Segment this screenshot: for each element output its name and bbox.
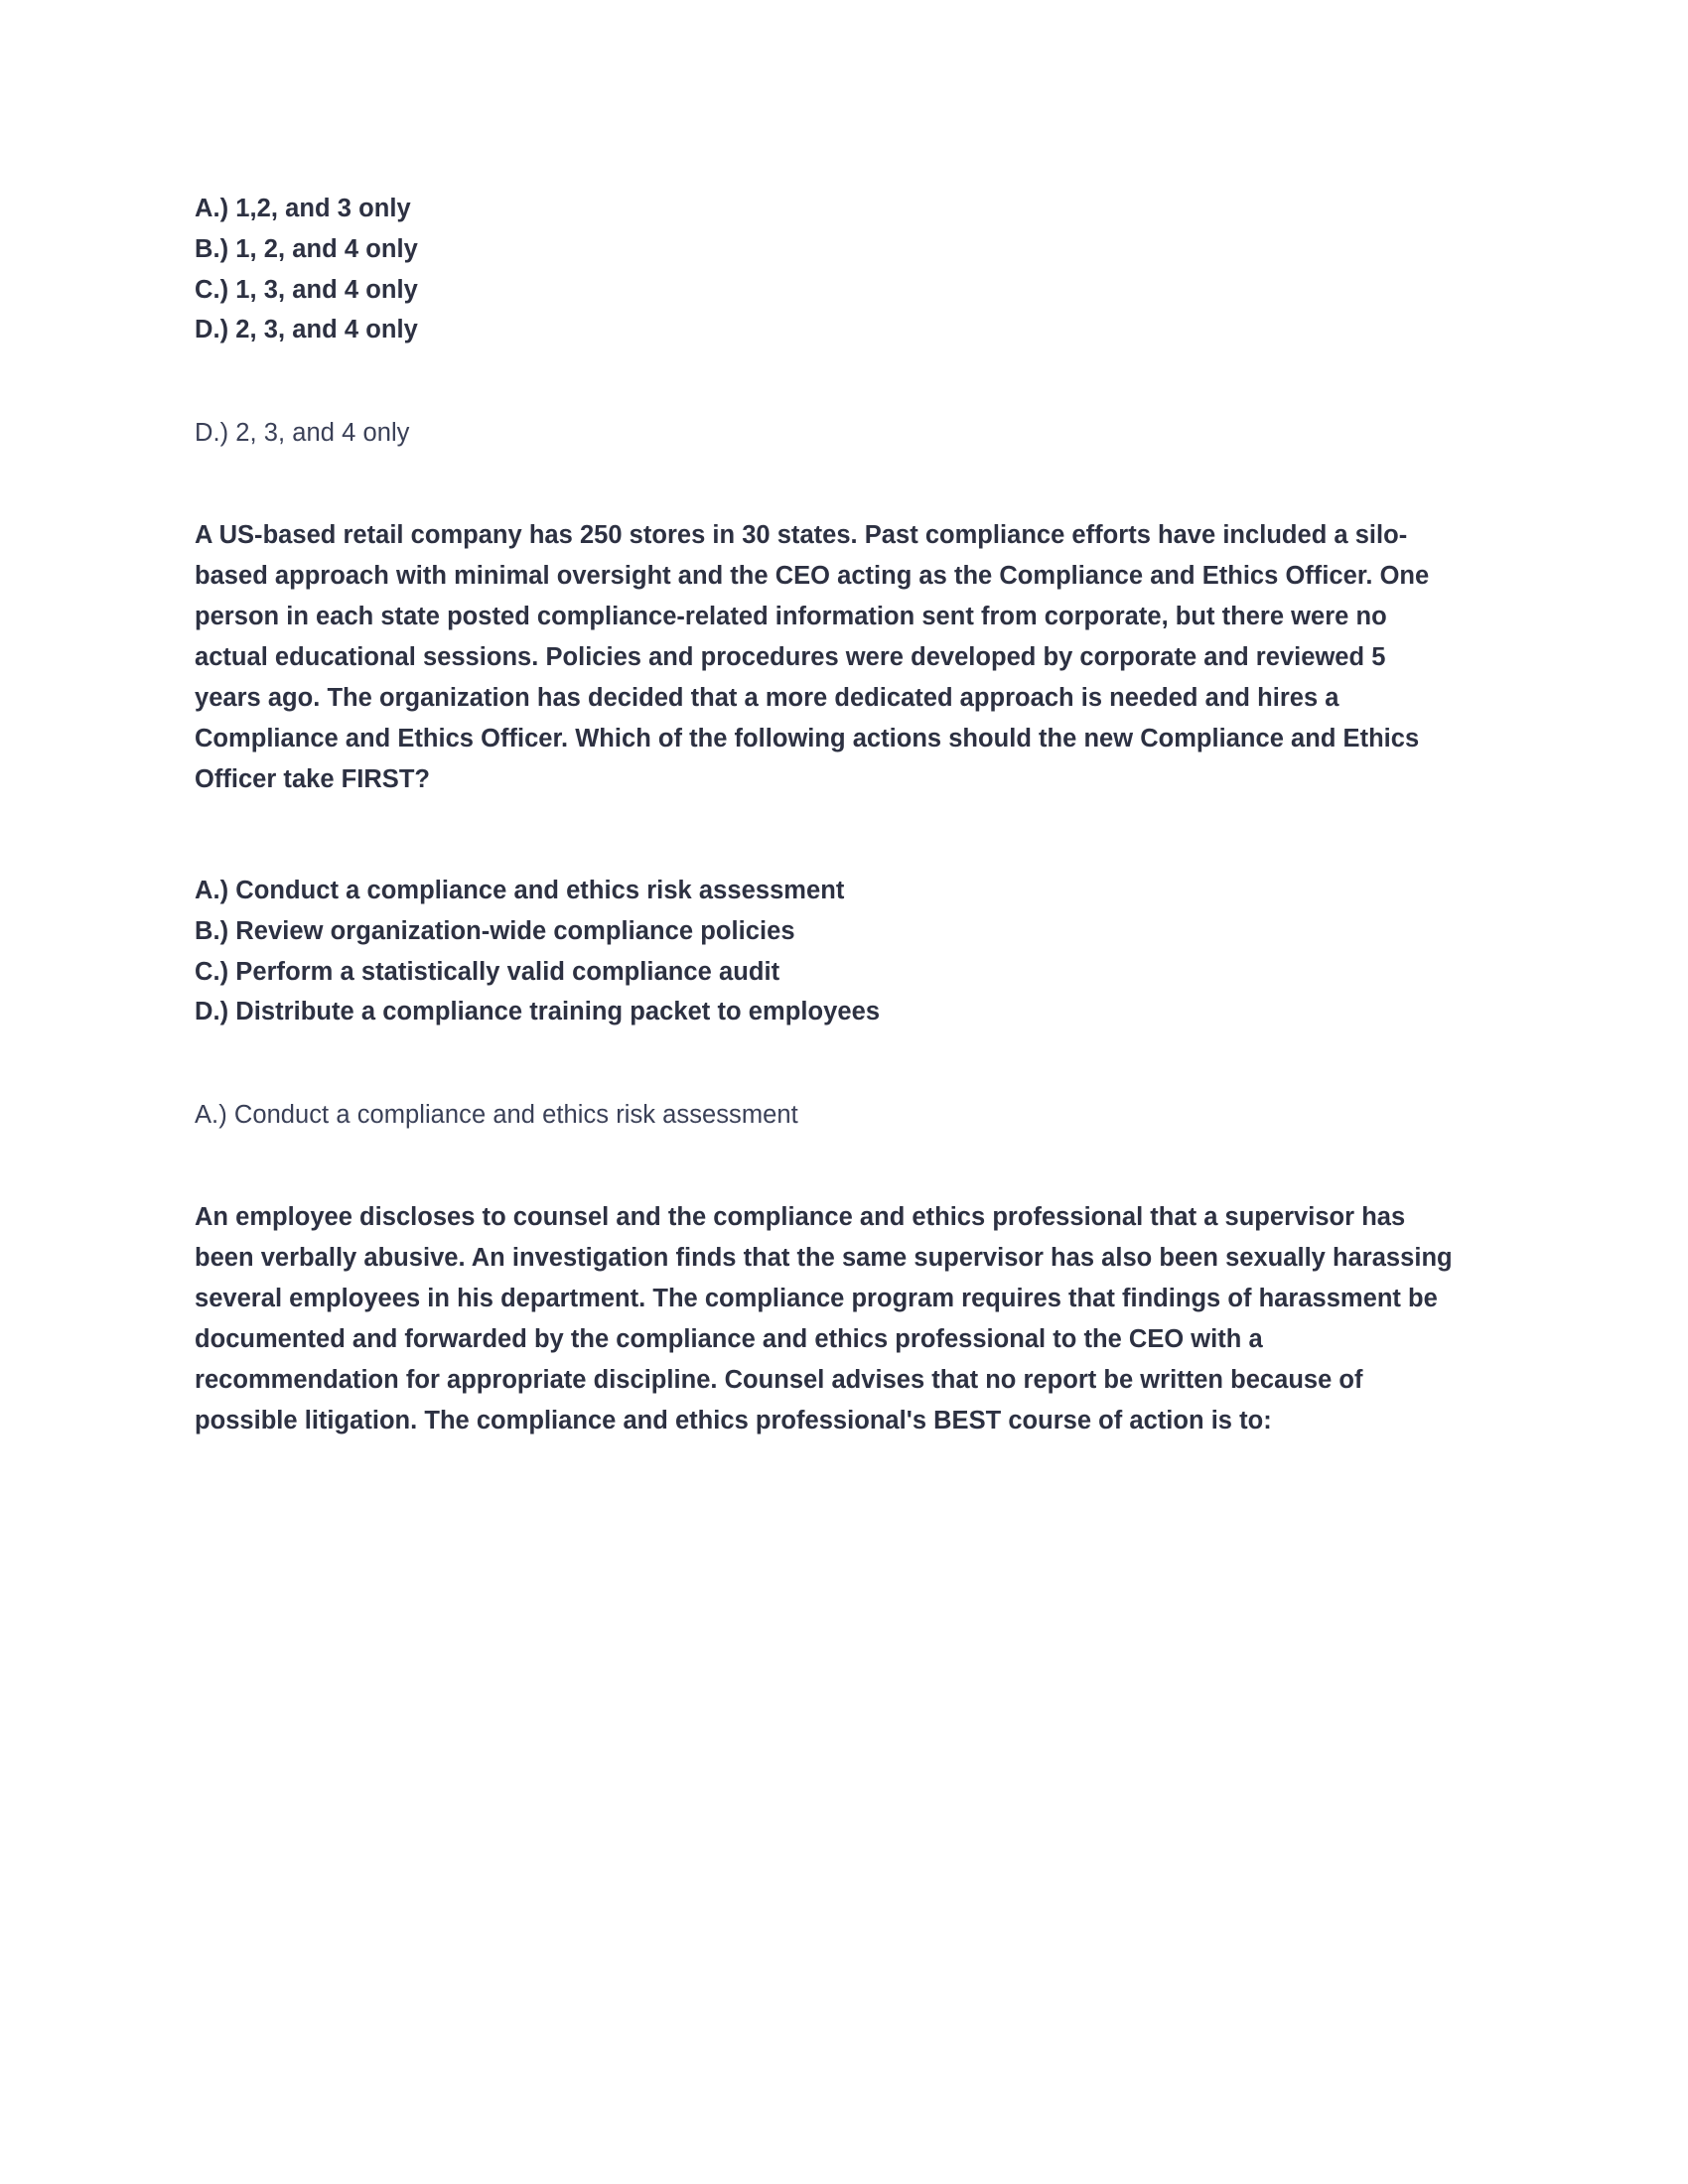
choice-option-b[interactable]: B.) Review organization-wide compliance policies (195, 916, 795, 945)
spacer (195, 454, 1454, 515)
spacer (195, 1136, 1454, 1197)
choice-option-d[interactable]: D.) 2, 3, and 4 only (195, 316, 418, 344)
answer-choices-question-2 (195, 871, 1454, 1032)
choice-option-a[interactable]: A.) Conduct a compliance and ethics risk assessment (195, 876, 845, 904)
question-stem-3: An employee discloses to counsel and the compliance and ethics professional that a supervisor has been verbally abusive. An investigation finds that the same supervisor has also been sexually harassing several employees in his department. The compliance program requires that findings of harassment be documented and forwarded by the compliance and ethics professional to the CEO with a recommendation for appropriate discipline. Counsel advises that no report be written because of possible litigation. The compliance and ethics professional's BEST course of action is to: (195, 1202, 1453, 1434)
choice-option-c[interactable]: C.) Perform a statistically valid compliance audit (195, 957, 780, 986)
choice-option-d[interactable]: D.) Distribute a compliance training packet to employees (195, 998, 881, 1026)
choice-option-b[interactable]: B.) 1, 2, and 4 only (195, 234, 418, 263)
choice-option-c[interactable]: C.) 1, 3, and 4 only (195, 275, 418, 304)
revealed-answer-question-2: A.) Conduct a compliance and ethics risk assessment (195, 1101, 798, 1130)
spacer (195, 350, 1454, 413)
answer-choices-question-1 (195, 189, 1454, 350)
choice-option-a[interactable]: A.) 1,2, and 3 only (195, 195, 411, 222)
question-stem-2: A US-based retail company has 250 stores in 30 states. Past compliance efforts have included a silo-based approach with minimal oversight and the CEO acting as the Compliance and Ethics Officer. One person in each state posted compliance-related information sent from corporate, but there were no actual educational sessions. Policies and procedures were developed by corporate and reviewed 5 years ago. The organization has decided that a more dedicated approach is needed and hires a Compliance and Ethics Officer. Which of the following actions should the new Compliance and Ethics Officer take FIRST? (195, 520, 1430, 793)
revealed-answer-question-1: D.) 2, 3, and 4 only (195, 419, 410, 448)
spacer (195, 1032, 1454, 1095)
document-body (195, 189, 1454, 1441)
spacer (195, 800, 1454, 871)
